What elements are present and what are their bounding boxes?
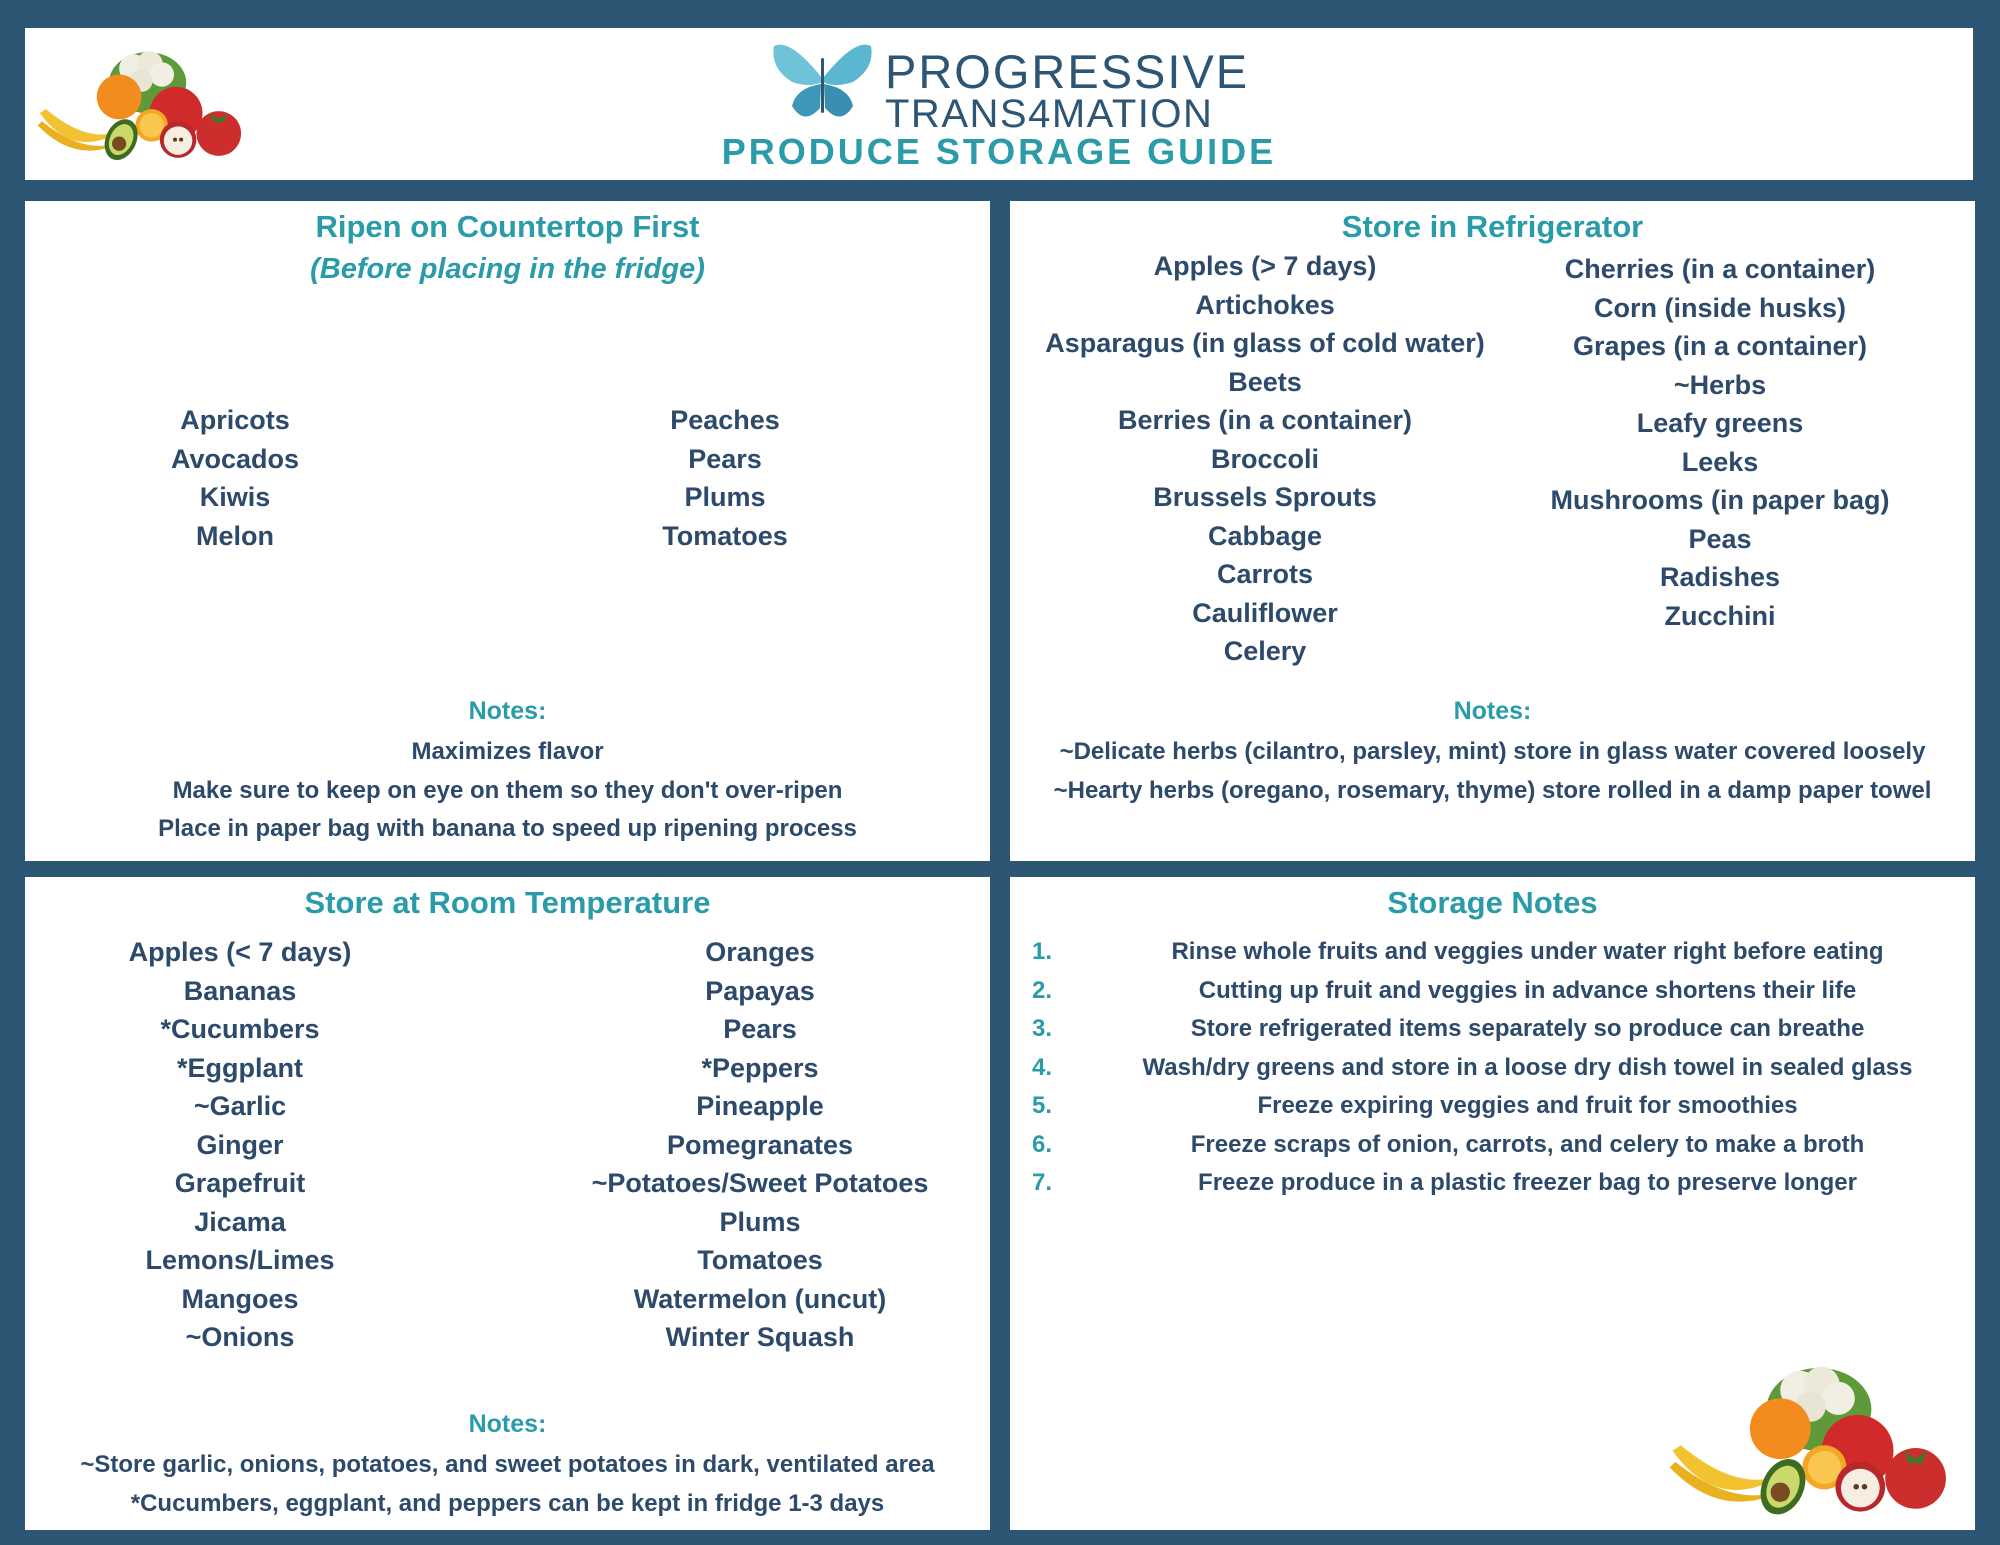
countertop-left-list	[65, 401, 405, 555]
list-item: Plums	[684, 482, 766, 512]
list-item: Grapefruit	[174, 1168, 306, 1198]
room-temperature-notes	[25, 1446, 990, 1523]
refrigerator-panel	[1010, 201, 1975, 861]
list-item: *Cucumbers	[160, 1014, 320, 1044]
list-item: Watermelon (uncut)	[633, 1283, 887, 1314]
list-item: Carrots	[1216, 559, 1314, 589]
list-item: Oranges	[705, 937, 815, 967]
note-line: ~Store garlic, onions, potatoes, and sweet potatoes in dark, ventilated area	[80, 1451, 935, 1478]
list-item: Cherries (in a container)	[1564, 254, 1876, 284]
list-item: Pineapple	[696, 1091, 824, 1121]
list-item: Radishes	[1659, 562, 1781, 592]
storage-notes-title: Storage Notes	[1387, 885, 1598, 920]
list-item: Pears	[688, 443, 762, 474]
list-text: Wash/dry greens and store in a loose dry dish towel in sealed glass	[1142, 1053, 1913, 1081]
list-item: Ginger	[196, 1129, 284, 1160]
refrigerator-title: Store in Refrigerator	[1341, 209, 1644, 244]
list-item: Papayas	[705, 975, 815, 1006]
countertop-notes	[25, 733, 990, 849]
countertop-subtitle: (Before placing in the fridge)	[310, 253, 705, 285]
refrigerator-notes	[1010, 733, 1975, 810]
list-item: Mushrooms (in paper bag)	[1550, 485, 1890, 515]
brand-logo	[770, 38, 1270, 136]
list-number: 1.	[1032, 938, 1053, 965]
room-temperature-left-list	[115, 933, 365, 1357]
list-item: Berries (in a container)	[1117, 405, 1413, 435]
room-temperature-title: Store at Room Temperature	[304, 885, 711, 920]
butterfly-logo-icon	[770, 38, 875, 128]
list-item: Apples (< 7 days)	[128, 937, 352, 967]
list-item: Plums	[719, 1206, 801, 1237]
list-item	[1010, 1164, 1975, 1203]
list-number: 7.	[1032, 1169, 1053, 1196]
list-item: Brussels Sprouts	[1153, 482, 1377, 512]
list-item: ~Potatoes/Sweet Potatoes	[591, 1168, 929, 1198]
list-text: Freeze produce in a plastic freezer bag to preserve longer	[1198, 1169, 1857, 1196]
note-line: ~Hearty herbs (oregano, rosemary, thyme) store rolled in a damp paper towel	[1053, 776, 1932, 804]
produce-illustration-icon	[1667, 1352, 1957, 1522]
note-line: ~Delicate herbs (cilantro, parsley, mint) store in glass water covered loosely	[1059, 738, 1926, 765]
list-text: Cutting up fruit and veggies in advance shortens their life	[1198, 976, 1857, 1004]
list-item: Pomegranates	[666, 1129, 854, 1160]
list-item: Peaches	[670, 405, 780, 435]
list-item	[1010, 1087, 1975, 1126]
refrigerator-right-list	[1490, 250, 1950, 635]
countertop-right-list	[555, 401, 895, 555]
countertop-panel	[25, 201, 990, 861]
list-item	[1010, 1126, 1975, 1165]
list-item: Grapes (in a container)	[1572, 331, 1868, 361]
note-line: Place in paper bag with banana to speed up ripening process	[158, 815, 857, 842]
list-item: ~Garlic	[193, 1091, 287, 1121]
list-item: Pears	[723, 1014, 797, 1044]
room-temperature-panel	[25, 877, 990, 1530]
storage-notes-panel	[1010, 877, 1975, 1530]
list-item: Apples (> 7 days)	[1153, 251, 1377, 281]
list-item: Peas	[1688, 523, 1752, 554]
list-item: Apricots	[180, 405, 290, 435]
list-item: Winter Squash	[665, 1322, 855, 1352]
room-temperature-notes-label: Notes:	[468, 1410, 547, 1438]
list-item: *Eggplant	[177, 1052, 303, 1083]
list-number: 2.	[1032, 976, 1053, 1004]
header-panel	[25, 28, 1973, 180]
list-item: Leeks	[1681, 446, 1759, 477]
list-number: 3.	[1032, 1015, 1053, 1042]
list-number: 4.	[1032, 1053, 1053, 1081]
countertop-notes-label: Notes:	[468, 697, 547, 725]
list-item: Beets	[1228, 366, 1302, 397]
list-item: Broccoli	[1210, 443, 1320, 474]
room-temperature-right-list	[560, 933, 960, 1357]
brand-name-line2: TRANS4MATION	[885, 92, 1214, 136]
list-item: Mangoes	[181, 1283, 299, 1314]
list-item: ~Onions	[185, 1322, 295, 1352]
refrigerator-left-list	[1025, 247, 1505, 671]
list-item: Jicama	[194, 1206, 286, 1237]
page-title: PRODUCE STORAGE GUIDE	[721, 131, 1277, 172]
list-text: Freeze expiring veggies and fruit for smoothies	[1257, 1092, 1798, 1119]
list-item: Avocados	[170, 443, 300, 474]
list-item: Asparagus (in glass of cold water)	[1045, 328, 1485, 358]
list-item	[1010, 1049, 1975, 1088]
note-line: *Cucumbers, eggplant, and peppers can be kept in fridge 1-3 days	[130, 1489, 885, 1517]
list-item: Bananas	[183, 975, 297, 1006]
list-item: Tomatoes	[697, 1245, 823, 1275]
list-item	[1010, 972, 1975, 1011]
list-item	[1010, 1010, 1975, 1049]
list-text: Store refrigerated items separately so produce can breathe	[1190, 1015, 1865, 1042]
list-item: Zucchini	[1664, 600, 1776, 631]
list-item: *Peppers	[701, 1052, 819, 1083]
list-item: Corn (inside husks)	[1593, 292, 1847, 323]
list-item: Celery	[1223, 636, 1307, 666]
refrigerator-notes-label: Notes:	[1453, 697, 1532, 725]
list-item: Tomatoes	[662, 520, 788, 551]
list-item: Leafy greens	[1636, 408, 1804, 438]
list-number: 5.	[1032, 1092, 1053, 1119]
list-item: Melon	[196, 520, 274, 551]
list-text: Rinse whole fruits and veggies under water right before eating	[1171, 938, 1884, 965]
countertop-title: Ripen on Countertop First	[315, 209, 700, 244]
list-item: Cauliflower	[1192, 597, 1338, 628]
list-number: 6.	[1032, 1130, 1053, 1158]
note-line: Make sure to keep on eye on them so they don't over-ripen	[172, 776, 843, 804]
list-item: Lemons/Limes	[145, 1245, 335, 1275]
list-item	[1010, 933, 1975, 972]
list-text: Freeze scraps of onion, carrots, and celery to make a broth	[1190, 1130, 1865, 1158]
note-line: Maximizes flavor	[411, 738, 604, 765]
list-item: Artichokes	[1195, 289, 1335, 320]
list-item: ~Herbs	[1673, 369, 1767, 400]
list-item: Kiwis	[199, 482, 271, 512]
list-item: Cabbage	[1207, 520, 1323, 551]
brand-name-line1: PROGRESSIVE	[885, 45, 1250, 98]
